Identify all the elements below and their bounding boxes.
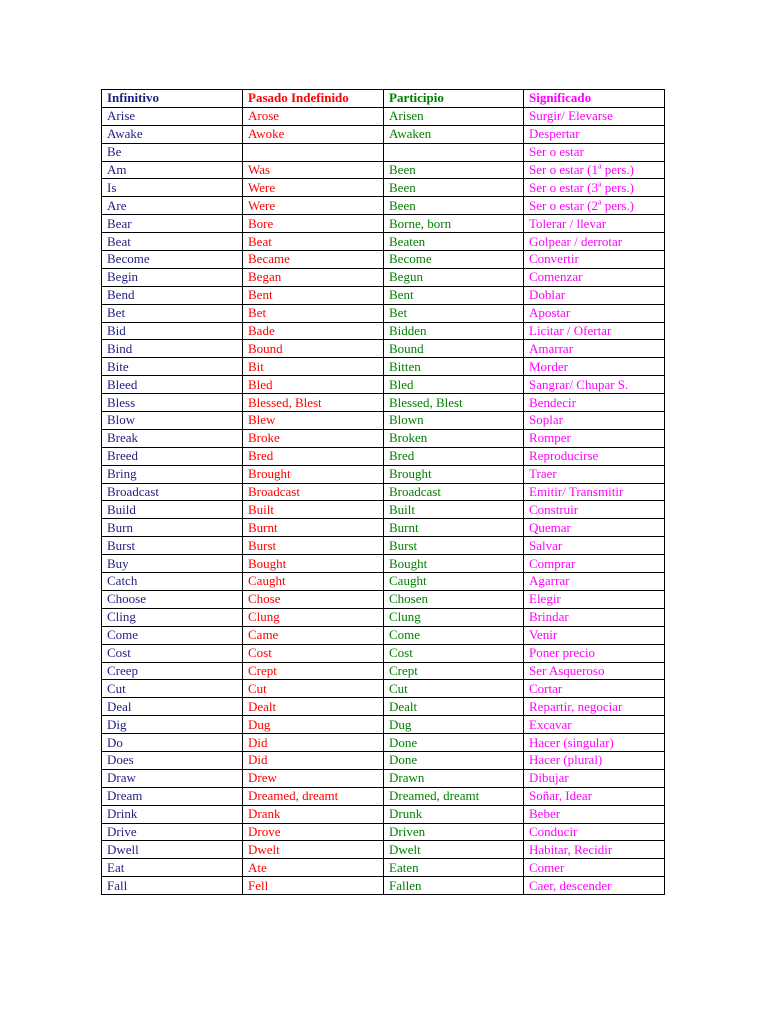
cell-meaning: Venir — [524, 626, 665, 644]
cell-infinitive: Drive — [102, 823, 243, 841]
cell-past: Became — [243, 251, 384, 269]
cell-meaning: Comer — [524, 859, 665, 877]
cell-meaning: Brindar — [524, 608, 665, 626]
cell-past: Clung — [243, 608, 384, 626]
table-row — [102, 698, 665, 716]
cell-infinitive: Bleed — [102, 376, 243, 394]
table-row — [102, 340, 665, 358]
cell-meaning: Amarrar — [524, 340, 665, 358]
cell-infinitive: Become — [102, 251, 243, 269]
cell-participle: Arisen — [384, 107, 524, 125]
cell-meaning: Hacer (singular) — [524, 734, 665, 752]
cell-meaning: Habitar, Recidir — [524, 841, 665, 859]
cell-participle: Drunk — [384, 805, 524, 823]
table-row — [102, 608, 665, 626]
cell-infinitive: Dwell — [102, 841, 243, 859]
table-row — [102, 716, 665, 734]
cell-participle: Chosen — [384, 590, 524, 608]
cell-past: Drove — [243, 823, 384, 841]
cell-past: Dealt — [243, 698, 384, 716]
cell-past: Bought — [243, 555, 384, 573]
cell-meaning: Poner precio — [524, 644, 665, 662]
cell-infinitive: Cling — [102, 608, 243, 626]
table-body — [102, 107, 665, 894]
table-row — [102, 483, 665, 501]
header-past: Pasado Indefinido — [243, 90, 384, 108]
cell-meaning: Repartir, negociar — [524, 698, 665, 716]
cell-past: Ate — [243, 859, 384, 877]
table-row — [102, 179, 665, 197]
irregular-verbs-table — [101, 89, 665, 895]
cell-infinitive: Breed — [102, 447, 243, 465]
cell-past — [243, 143, 384, 161]
cell-past: Brought — [243, 465, 384, 483]
table-row — [102, 107, 665, 125]
cell-participle: Been — [384, 161, 524, 179]
cell-past: Bred — [243, 447, 384, 465]
cell-participle: Broken — [384, 429, 524, 447]
table-row — [102, 429, 665, 447]
cell-past: Dreamed, dreamt — [243, 787, 384, 805]
cell-participle: Blessed, Blest — [384, 394, 524, 412]
header-infinitive: Infinitivo — [102, 90, 243, 108]
table-row — [102, 590, 665, 608]
table-row — [102, 304, 665, 322]
cell-meaning: Soñar, Idear — [524, 787, 665, 805]
cell-infinitive: Bid — [102, 322, 243, 340]
cell-infinitive: Are — [102, 197, 243, 215]
cell-meaning: Licitar / Ofertar — [524, 322, 665, 340]
table-row — [102, 394, 665, 412]
cell-past: Were — [243, 179, 384, 197]
cell-meaning: Morder — [524, 358, 665, 376]
cell-past: Fell — [243, 877, 384, 895]
cell-meaning: Excavar — [524, 716, 665, 734]
table-row — [102, 519, 665, 537]
cell-past: Were — [243, 197, 384, 215]
cell-infinitive: Build — [102, 501, 243, 519]
cell-infinitive: Dig — [102, 716, 243, 734]
table-header — [102, 90, 665, 108]
cell-participle: Brought — [384, 465, 524, 483]
cell-infinitive: Am — [102, 161, 243, 179]
cell-meaning: Agarrar — [524, 573, 665, 591]
cell-infinitive: Drink — [102, 805, 243, 823]
table-row — [102, 322, 665, 340]
cell-participle: Bent — [384, 286, 524, 304]
table-row — [102, 125, 665, 143]
cell-meaning: Quemar — [524, 519, 665, 537]
cell-participle: Been — [384, 197, 524, 215]
cell-participle: Caught — [384, 573, 524, 591]
table-row — [102, 447, 665, 465]
table-row — [102, 197, 665, 215]
cell-past: Was — [243, 161, 384, 179]
cell-past: Bet — [243, 304, 384, 322]
cell-meaning: Bendecir — [524, 394, 665, 412]
cell-participle: Fallen — [384, 877, 524, 895]
cell-meaning: Traer — [524, 465, 665, 483]
table-row — [102, 233, 665, 251]
cell-participle: Blown — [384, 412, 524, 430]
cell-infinitive: Bear — [102, 215, 243, 233]
cell-past: Did — [243, 734, 384, 752]
cell-participle: Done — [384, 734, 524, 752]
table-row — [102, 573, 665, 591]
cell-infinitive: Begin — [102, 268, 243, 286]
table-row — [102, 859, 665, 877]
table-row — [102, 555, 665, 573]
cell-meaning: Caer, descender — [524, 877, 665, 895]
table-row — [102, 251, 665, 269]
cell-infinitive: Broadcast — [102, 483, 243, 501]
cell-infinitive: Draw — [102, 769, 243, 787]
cell-past: Blessed, Blest — [243, 394, 384, 412]
cell-past: Cut — [243, 680, 384, 698]
cell-infinitive: Creep — [102, 662, 243, 680]
cell-infinitive: Cost — [102, 644, 243, 662]
cell-participle: Beaten — [384, 233, 524, 251]
cell-past: Bled — [243, 376, 384, 394]
cell-meaning: Elegir — [524, 590, 665, 608]
cell-meaning: Doblar — [524, 286, 665, 304]
cell-infinitive: Beat — [102, 233, 243, 251]
table-row — [102, 805, 665, 823]
cell-participle: Built — [384, 501, 524, 519]
cell-meaning: Emitir/ Transmitir — [524, 483, 665, 501]
cell-infinitive: Awake — [102, 125, 243, 143]
cell-past: Came — [243, 626, 384, 644]
cell-participle: Burst — [384, 537, 524, 555]
cell-infinitive: Eat — [102, 859, 243, 877]
table-row — [102, 734, 665, 752]
cell-participle: Dealt — [384, 698, 524, 716]
cell-past: Did — [243, 751, 384, 769]
table-row — [102, 680, 665, 698]
cell-infinitive: Bend — [102, 286, 243, 304]
table-row — [102, 823, 665, 841]
cell-participle: Clung — [384, 608, 524, 626]
cell-participle: Crept — [384, 662, 524, 680]
cell-infinitive: Fall — [102, 877, 243, 895]
table-row — [102, 626, 665, 644]
cell-past: Broadcast — [243, 483, 384, 501]
cell-meaning: Ser o estar — [524, 143, 665, 161]
cell-past: Arose — [243, 107, 384, 125]
cell-participle: Dwelt — [384, 841, 524, 859]
cell-infinitive: Bring — [102, 465, 243, 483]
cell-participle: Dug — [384, 716, 524, 734]
cell-participle: Driven — [384, 823, 524, 841]
cell-infinitive: Burst — [102, 537, 243, 555]
header-meaning: Significado — [524, 90, 665, 108]
cell-meaning: Ser o estar (3$^a$ pers.) — [524, 179, 665, 197]
cell-participle: Cut — [384, 680, 524, 698]
cell-infinitive: Dream — [102, 787, 243, 805]
cell-past: Crept — [243, 662, 384, 680]
cell-infinitive: Is — [102, 179, 243, 197]
cell-participle: Borne, born — [384, 215, 524, 233]
table-row — [102, 769, 665, 787]
cell-meaning: Construir — [524, 501, 665, 519]
cell-meaning: Surgir/ Elevarse — [524, 107, 665, 125]
cell-participle: Bound — [384, 340, 524, 358]
cell-infinitive: Deal — [102, 698, 243, 716]
cell-participle: Been — [384, 179, 524, 197]
cell-meaning: Comprar — [524, 555, 665, 573]
cell-meaning: Beber — [524, 805, 665, 823]
cell-meaning: Ser o estar (1$^a$ pers.) — [524, 161, 665, 179]
cell-participle: Drawn — [384, 769, 524, 787]
table-row — [102, 501, 665, 519]
cell-past: Bore — [243, 215, 384, 233]
cell-infinitive: Bind — [102, 340, 243, 358]
cell-meaning: Soplar — [524, 412, 665, 430]
cell-infinitive: Cut — [102, 680, 243, 698]
cell-meaning: Cortar — [524, 680, 665, 698]
cell-past: Bit — [243, 358, 384, 376]
cell-infinitive: Break — [102, 429, 243, 447]
table-row — [102, 644, 665, 662]
cell-infinitive: Arise — [102, 107, 243, 125]
cell-participle: Begun — [384, 268, 524, 286]
cell-meaning: Ser Asqueroso — [524, 662, 665, 680]
table-row — [102, 143, 665, 161]
cell-meaning: Apostar — [524, 304, 665, 322]
table-row — [102, 841, 665, 859]
cell-past: Dwelt — [243, 841, 384, 859]
cell-past: Bound — [243, 340, 384, 358]
cell-meaning: Ser o estar (2$^a$ pers.) — [524, 197, 665, 215]
table-row — [102, 268, 665, 286]
cell-meaning: Comenzar — [524, 268, 665, 286]
cell-participle: Cost — [384, 644, 524, 662]
table-row — [102, 662, 665, 680]
header-row — [102, 90, 665, 108]
cell-infinitive: Burn — [102, 519, 243, 537]
table-row — [102, 787, 665, 805]
cell-participle: Awaken — [384, 125, 524, 143]
cell-participle: Bet — [384, 304, 524, 322]
cell-meaning: Reproducirse — [524, 447, 665, 465]
cell-past: Burst — [243, 537, 384, 555]
cell-past: Chose — [243, 590, 384, 608]
cell-participle: Dreamed, dreamt — [384, 787, 524, 805]
cell-past: Beat — [243, 233, 384, 251]
cell-meaning: Hacer (plural) — [524, 751, 665, 769]
cell-past: Caught — [243, 573, 384, 591]
table-row — [102, 751, 665, 769]
cell-participle: Eaten — [384, 859, 524, 877]
cell-meaning: Tolerar / llevar — [524, 215, 665, 233]
cell-participle: Become — [384, 251, 524, 269]
cell-meaning: Romper — [524, 429, 665, 447]
cell-past: Bade — [243, 322, 384, 340]
cell-participle: Come — [384, 626, 524, 644]
table-row — [102, 161, 665, 179]
cell-past: Burnt — [243, 519, 384, 537]
table-row — [102, 537, 665, 555]
cell-past: Dug — [243, 716, 384, 734]
cell-past: Awoke — [243, 125, 384, 143]
cell-meaning: Salvar — [524, 537, 665, 555]
cell-infinitive: Choose — [102, 590, 243, 608]
cell-meaning: Convertir — [524, 251, 665, 269]
table-row — [102, 465, 665, 483]
cell-infinitive: Does — [102, 751, 243, 769]
cell-participle: Done — [384, 751, 524, 769]
cell-participle: Burnt — [384, 519, 524, 537]
cell-participle: Bred — [384, 447, 524, 465]
cell-participle — [384, 143, 524, 161]
cell-past: Cost — [243, 644, 384, 662]
cell-meaning: Golpear / derrotar — [524, 233, 665, 251]
cell-past: Bent — [243, 286, 384, 304]
table-row — [102, 376, 665, 394]
cell-past: Drew — [243, 769, 384, 787]
cell-participle: Bought — [384, 555, 524, 573]
cell-participle: Broadcast — [384, 483, 524, 501]
cell-infinitive: Bet — [102, 304, 243, 322]
cell-infinitive: Do — [102, 734, 243, 752]
cell-infinitive: Blow — [102, 412, 243, 430]
header-participle: Participio — [384, 90, 524, 108]
cell-meaning: Dibujar — [524, 769, 665, 787]
cell-past: Broke — [243, 429, 384, 447]
cell-infinitive: Bite — [102, 358, 243, 376]
cell-infinitive: Come — [102, 626, 243, 644]
table-row — [102, 877, 665, 895]
table-row — [102, 286, 665, 304]
cell-past: Drank — [243, 805, 384, 823]
cell-past: Built — [243, 501, 384, 519]
cell-infinitive: Bless — [102, 394, 243, 412]
table-row — [102, 412, 665, 430]
cell-participle: Bitten — [384, 358, 524, 376]
cell-infinitive: Catch — [102, 573, 243, 591]
cell-past: Blew — [243, 412, 384, 430]
cell-meaning: Conducir — [524, 823, 665, 841]
cell-participle: Bidden — [384, 322, 524, 340]
cell-past: Began — [243, 268, 384, 286]
cell-meaning: Despertar — [524, 125, 665, 143]
cell-meaning: Sangrar/ Chupar S. — [524, 376, 665, 394]
cell-infinitive: Buy — [102, 555, 243, 573]
cell-participle: Bled — [384, 376, 524, 394]
table-row — [102, 215, 665, 233]
cell-infinitive: Be — [102, 143, 243, 161]
table-row — [102, 358, 665, 376]
